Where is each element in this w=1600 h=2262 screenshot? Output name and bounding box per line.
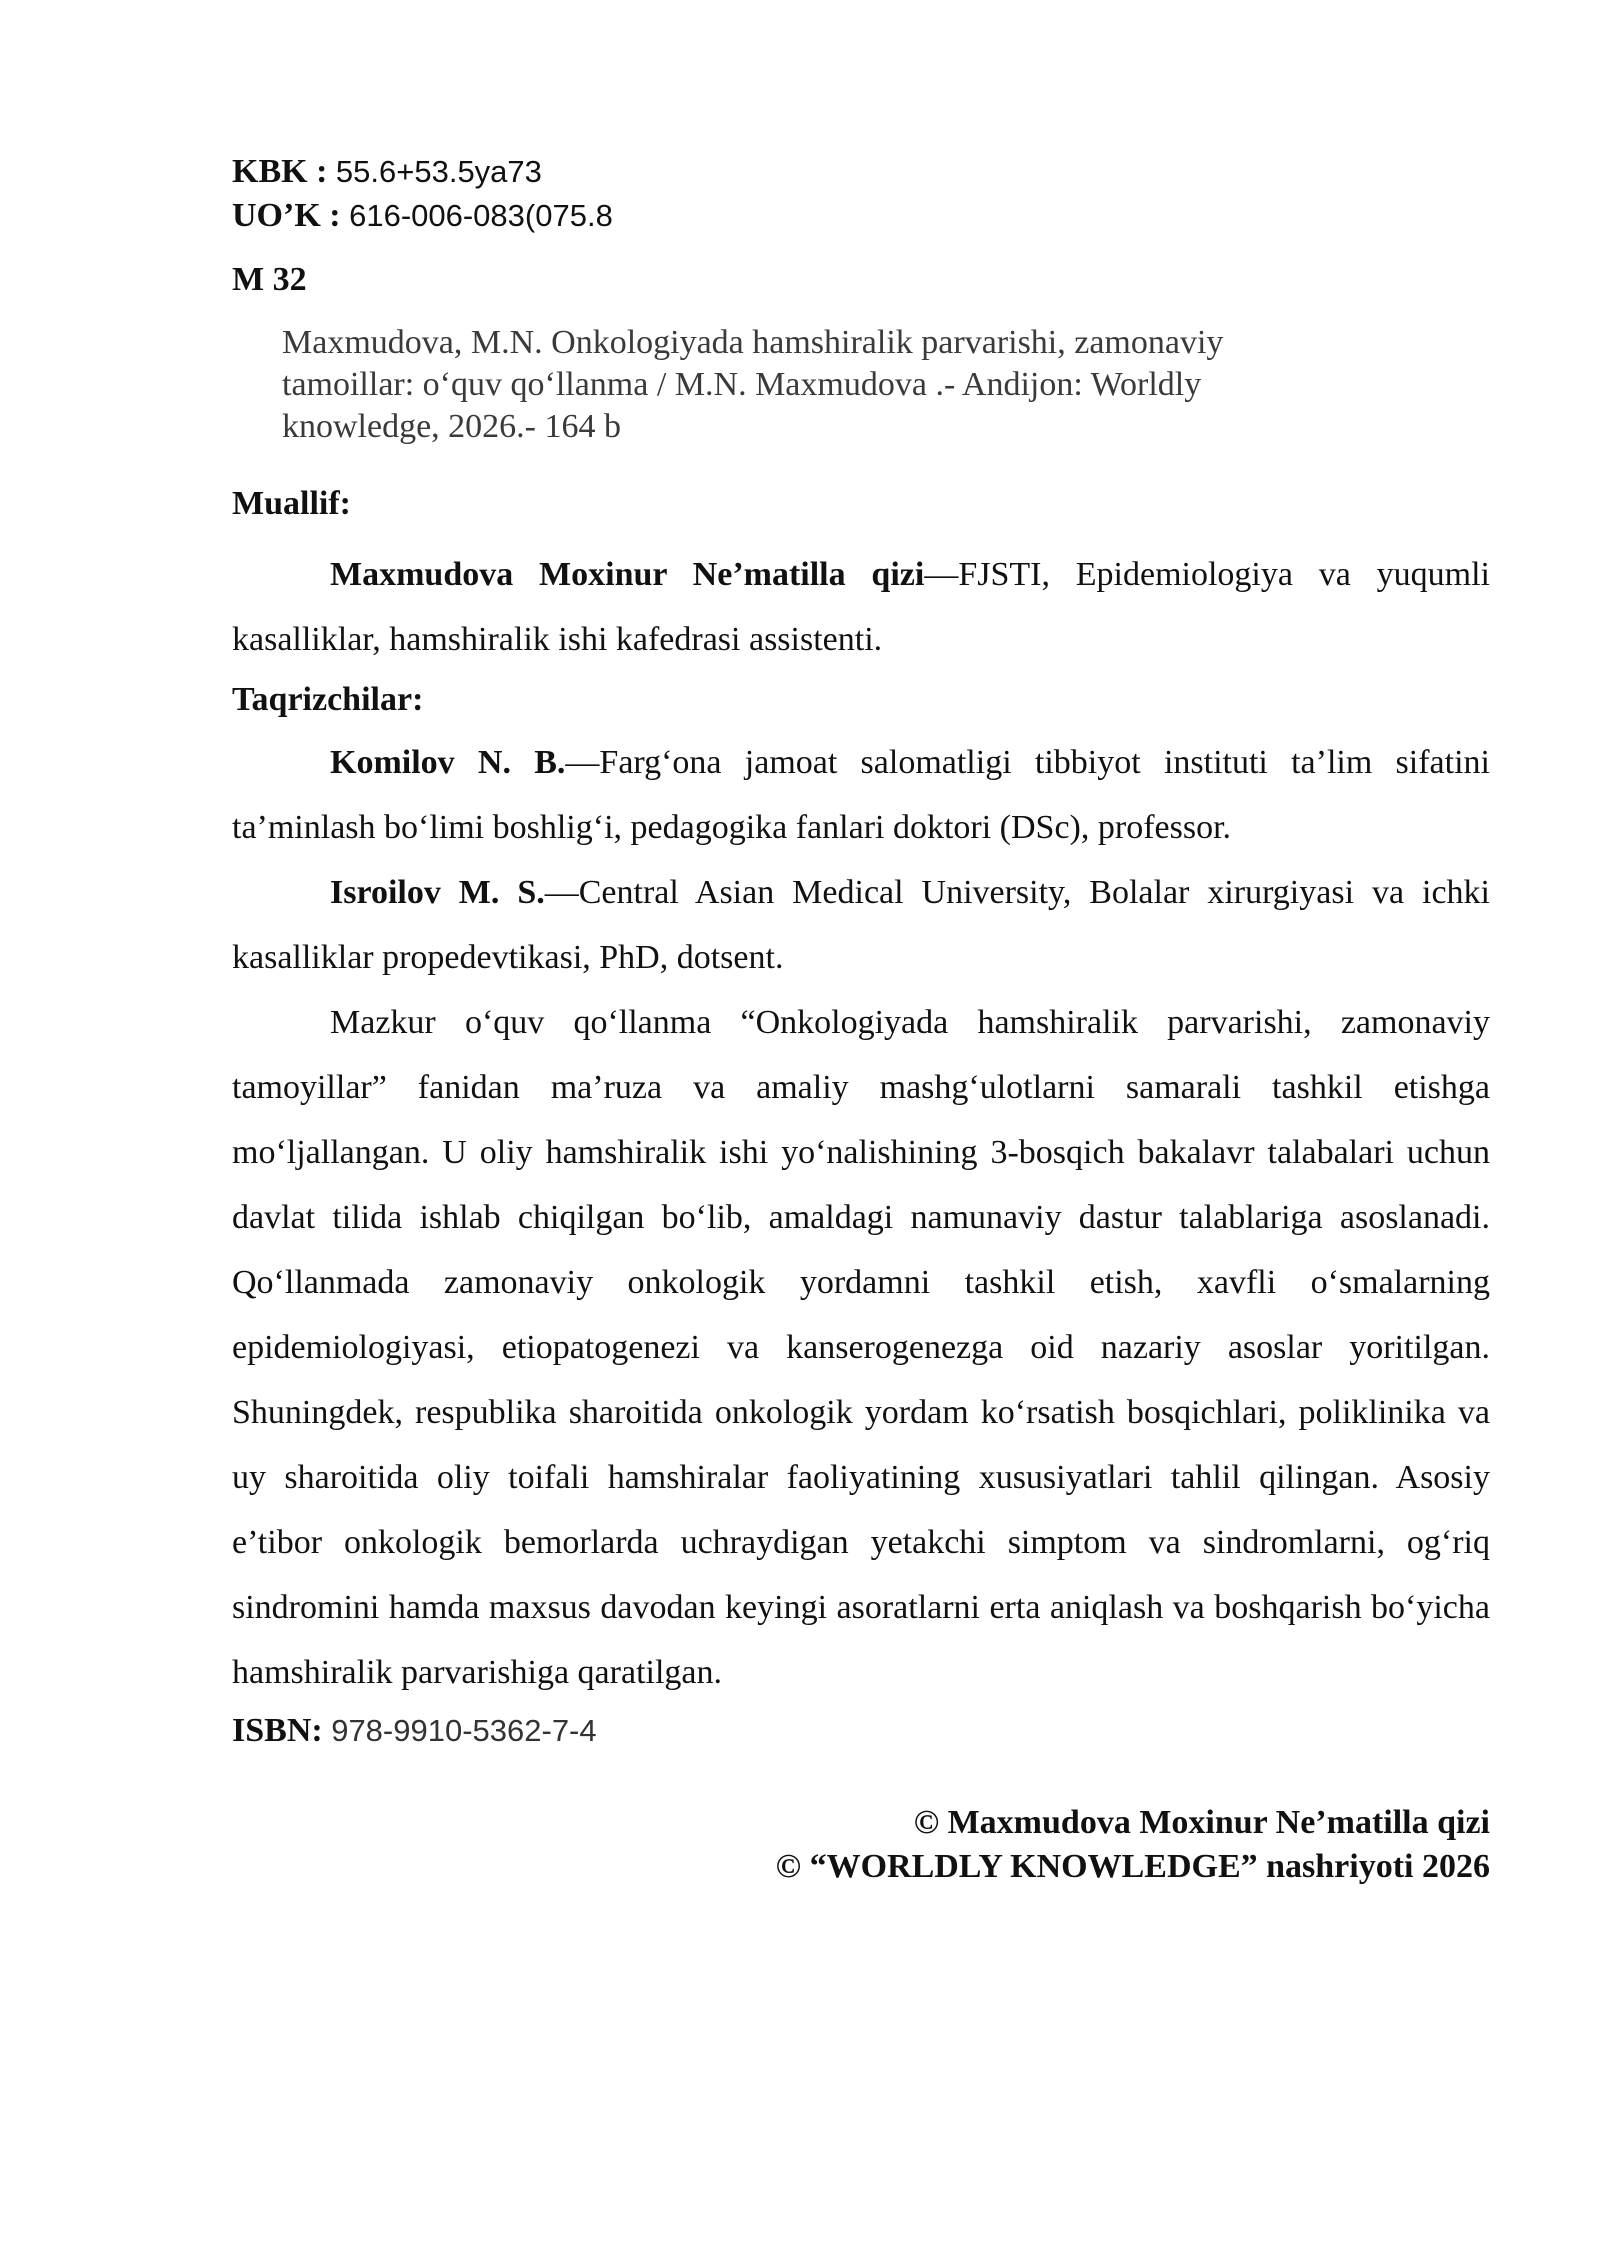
uok-line: [232, 194, 1490, 238]
isbn-label: ISBN:: [232, 1712, 323, 1749]
kbk-value: 55.6+53.5ya73: [335, 154, 542, 189]
author-name: Maxmudova Moxinur Ne’matilla qizi: [330, 556, 925, 593]
document-page: [232, 150, 1490, 1889]
uok-value: 616-006-083(075.8: [349, 198, 613, 233]
author-description: —FJSTI, Epidemiologiya va yuqumli kasalliklar, hamshiralik ishi kafedrasi assistenti.: [232, 556, 1490, 658]
bibliographic-record: Maxmudova, M.N. Onkologiyada hamshiralik parvarishi, zamonaviy tamoillar: o‘quv qo‘llanma / M.N. Maxmudova .- Andijon: Worldly knowledge, 2026.- 164 b: [282, 324, 1224, 445]
reviewer-paragraph: [232, 860, 1490, 990]
annotation-paragraph: Mazkur o‘quv qo‘llanma “Onkologiyada hamshiralik parvarishi, zamonaviy tamoyillar” fanidan ma’ruza va amaliy mashg‘ulotlarni samarali tashkil etishga mo‘ljallangan. U oliy hamshiralik ishi yo‘nalishining 3-bosqich bakalavr talabalari uchun davlat tilida ishlab chiqilgan bo‘lib, amaldagi namunaviy dastur talablariga asoslanadi. Qo‘llanmada zamonaviy onkologik yordamni tashkil etish, xavfli o‘smalarning epidemiologiyasi, etiopatogenezi va kanserogenezga oid nazariy asoslar yoritilgan. Shuningdek, respublika sharoitida onkologik yordam ko‘rsatish bosqichlari, poliklinika va uy sharoitida oliy toifali hamshiralar faoliyatining xususiyatlari tahlil qilingan. Asosiy e’tibor onkologik bemorlarda uchraydigan yetakchi simptom va sindromlarni, og‘riq sindromini hamda maxsus davodan keyingi asoratlarni erta aniqlash va boshqarish bo‘yicha hamshiralik parvarishiga qaratilgan.: [232, 1004, 1490, 1691]
author-heading: Muallif:: [232, 485, 351, 522]
copyright-publisher: © “WORLDLY KNOWLEDGE” nashriyoti 2026: [775, 1848, 1490, 1885]
reviewers-heading: Taqrizchilar:: [232, 681, 424, 718]
classification-codes: [232, 150, 1490, 238]
kbk-label: KBK :: [232, 153, 328, 190]
reviewer-description: —Farg‘ona jamoat salomatligi tibbiyot instituti ta’lim sifatini ta’minlash bo‘limi boshlig‘i, pedagogika fanlari doktori (DSc), professor.: [232, 744, 1490, 846]
kbk-line: [232, 150, 1490, 194]
copyright-author: © Maxmudova Moxinur Ne’matilla qizi: [913, 1804, 1490, 1841]
isbn-value: 978-9910-5362-7-4: [331, 1713, 597, 1748]
isbn-line: [232, 1709, 1490, 1753]
uok-label: UO’K :: [232, 197, 341, 234]
reviewer-name: Isroilov M. S.: [330, 874, 545, 911]
reviewer-description: —Central Asian Medical University, Bolalar xirurgiyasi va ichki kasalliklar propedevtikasi, PhD, dotsent.: [232, 874, 1490, 976]
author-paragraph: [232, 542, 1490, 672]
author-mark: M 32: [232, 261, 307, 298]
copyright-block: [232, 1801, 1490, 1889]
reviewer-paragraph: [232, 730, 1490, 860]
reviewer-name: Komilov N. B.: [330, 744, 566, 781]
